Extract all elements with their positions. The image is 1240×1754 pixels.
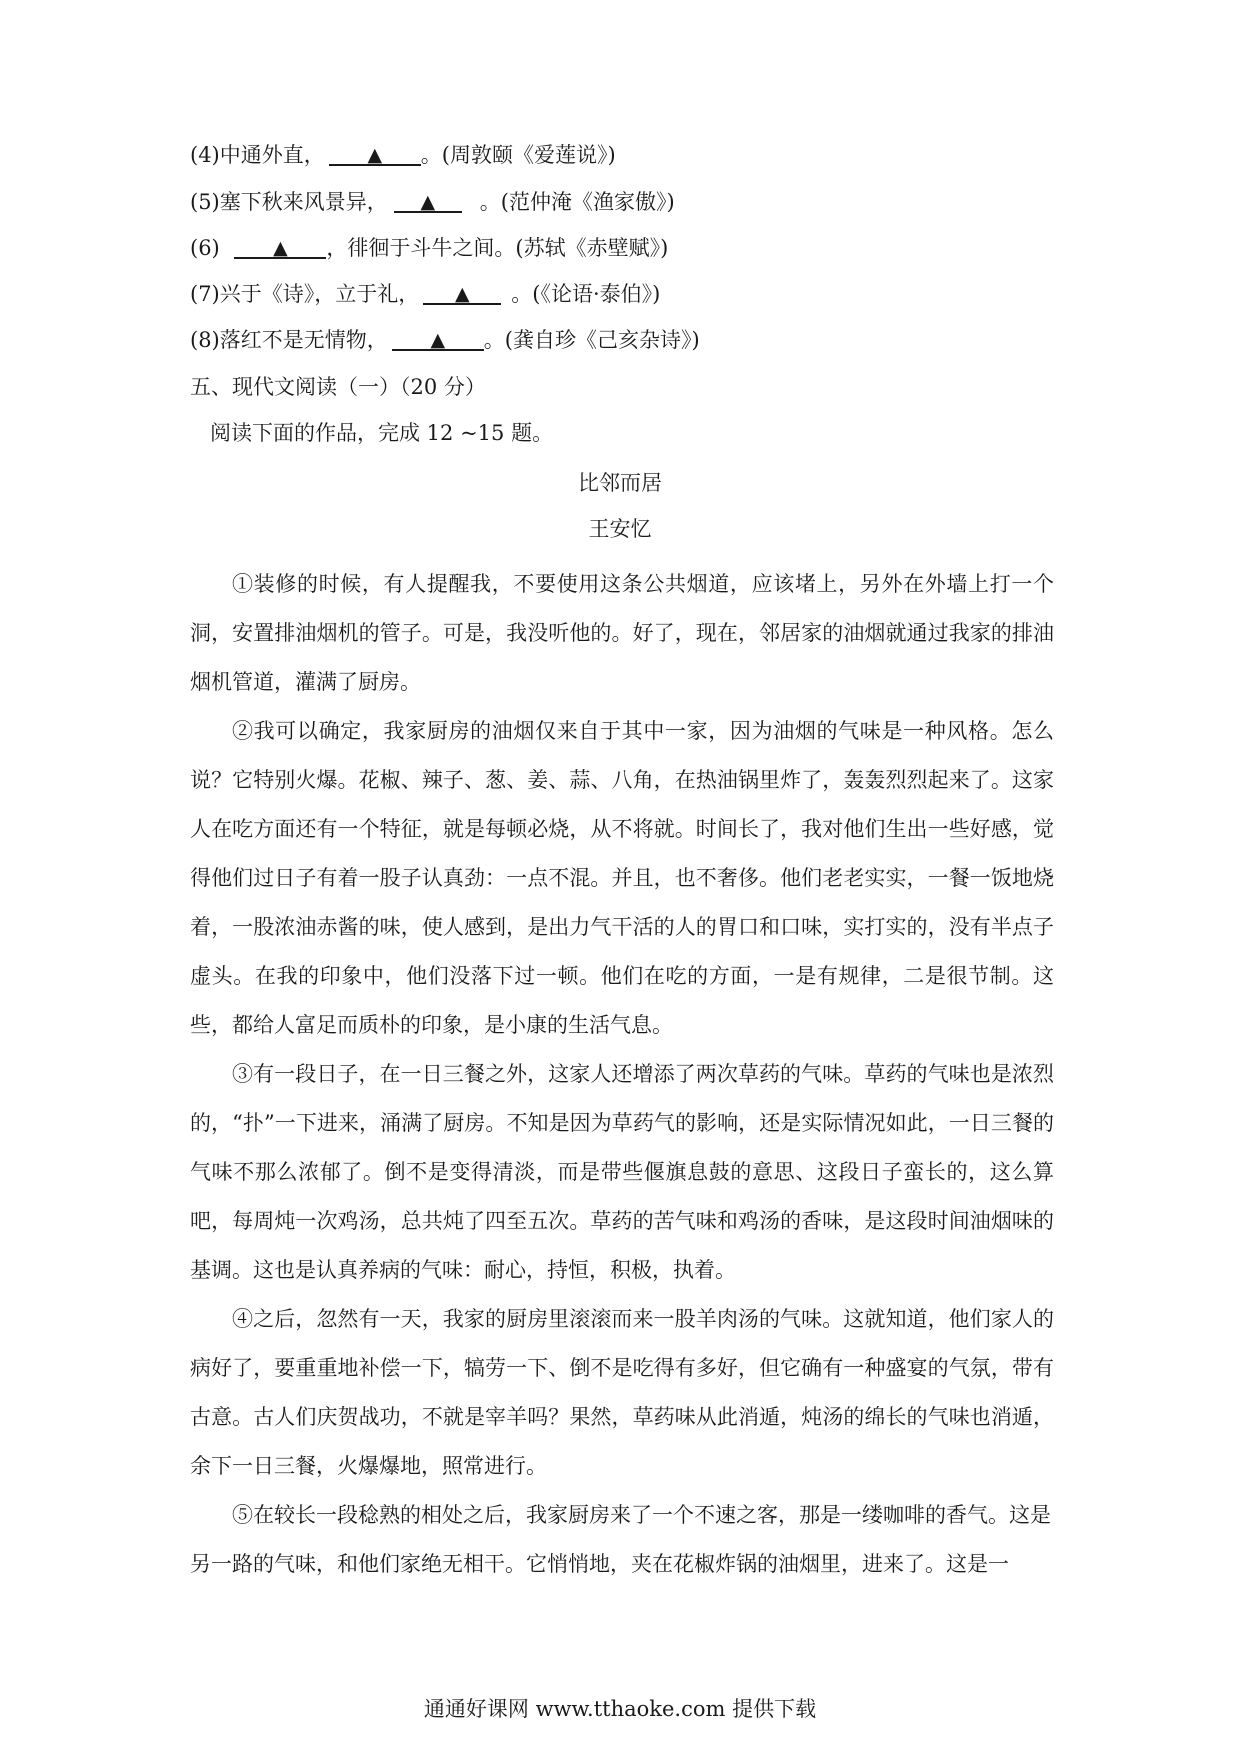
item-text-before: (4)中通外直， [190,143,325,167]
paragraph-1: ①装修的时候，有人提醒我，不要使用这条公共烟道，应该堵上，另外在外墙上打一个洞，安置排油烟机的管子。可是，我没听他的。好了，现在，邻居家的油烟就通过我家的排油烟机管道，灌满了厨房。 [190,572,1054,694]
answer-blank [234,233,326,259]
item-text-before: (7)兴于《诗》，立于礼， [190,282,420,306]
paragraph-3: ③有一段日子，在一日三餐之外，这家人还增添了两次草药的气味。草药的气味也是浓烈的，“扑”一下进来，涌满了厨房。不知是因为草药气的影响，还是实际情况如此，一日三餐的气味不那么浓郁了。倒不是变得清淡，而是带些偃旗息鼓的意思、这段日子蛮长的，这么算吧，每周炖一次鸡汤，总共炖了四至五次。草药的苦气味和鸡汤的香味，是这段时间油烟味的基调。这也是认真养病的气味：耐心，持恒，积极，执着。 [190,1062,1054,1282]
paragraph-2: ②我可以确定，我家厨房的油烟仅来自于其中一家，因为油烟的气味是一种风格。怎么说？它特别火爆。花椒、辣子、葱、姜、蒜、八角，在热油锅里炸了，轰轰烈烈起来了。这家人在吃方面还有一个特征，就是每顿必烧，从不将就。时间长了，我对他们生出一些好感，觉得他们过日子有着一股子认真劲：一点不混。并且，也不奢侈。他们老老实实，一餐一饭地烧着，一股浓油赤酱的味，使人感到，是出力气干活的人的胃口和口味，实打实的，没有半点子虚头。在我的印象中，他们没落下过一顿。他们在吃的方面，一是有规律，二是很节制。这些，都给人富足而质朴的印象，是小康的生活气息。 [190,719,1054,1037]
item-7 [190,279,660,309]
item-8 [190,325,700,355]
item-text-before: (6) [190,236,227,260]
paragraph-4: ④之后，忽然有一天，我家的厨房里滚滚而来一股羊肉汤的气味。这就知道，他们家人的病好了，要重重地补偿一下，犒劳一下、倒不是吃得有多好，但它确有一种盛宴的气氛，带有古意。古人们庆贺战功，不就是宰羊吗？果然，草药味从此消遁，炖汤的绵长的气味也消遁，余下一日三餐，火爆爆地，照常进行。 [190,1307,1054,1478]
article-title: 比邻而居 [578,471,662,495]
item-text-after: 。(龚自珍《己亥杂诗》) [483,328,700,352]
item-text-before: (8)落红不是无情物， [190,328,388,352]
item-text-before: (5)塞下秋来风景异， [190,190,388,214]
answer-blank [392,325,484,351]
item-4 [190,140,616,170]
triangle-icon: ▲ [454,283,470,305]
item-5 [190,187,675,217]
item-text-after: ，徘徊于斗牛之间。(苏轼《赤壁赋》) [326,236,669,260]
article-author: 王安忆 [588,517,652,541]
triangle-icon: ▲ [367,144,383,166]
triangle-icon: ▲ [430,329,446,351]
item-text-after: 。(范仲淹《渔家傲》) [479,190,675,214]
item-text-after: 。(《论语·泰伯》) [511,282,661,306]
paragraph-5: ⑤在较长一段稔熟的相处之后，我家厨房来了一个不速之客，那是一缕咖啡的香气。这是另一路的气味，和他们家绝无相干。它悄悄地，夹在花椒炸锅的油烟里，进来了。这是一 [190,1503,1051,1576]
answer-blank [394,187,462,213]
section-heading: 五、现代文阅读（一）（20 分） [190,375,486,399]
triangle-icon: ▲ [273,237,288,259]
article-body [190,560,1054,1589]
item-text-after: 。(周敦颐《爱莲说》) [420,143,616,167]
triangle-icon: ▲ [420,191,436,213]
item-6 [190,233,668,263]
answer-blank [329,140,421,166]
answer-blank [423,279,501,305]
reading-instruction: 阅读下面的作品，完成 12 ~15 题。 [210,421,554,445]
page-footer: 通通好课网 www.tthaoke.com 提供下载 [423,1697,817,1721]
